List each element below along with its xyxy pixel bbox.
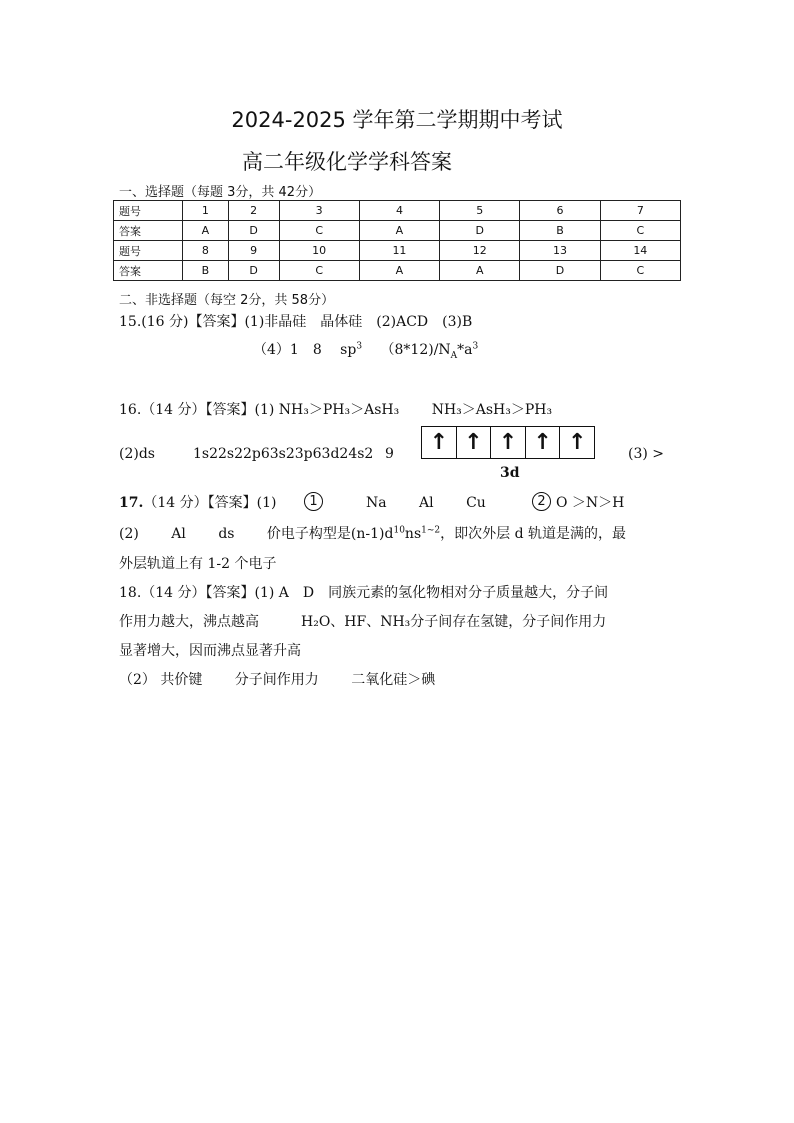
table-cell: 12: [440, 241, 520, 261]
q18-line4: （2） 共价键 分子间作用力 二氧化硅＞碘: [119, 672, 436, 688]
table-cell: D: [228, 261, 279, 281]
q18-line1: 18.（14 分）【答案】(1) A D 同族元素的氢化物相对分子质量越大，分子间: [119, 585, 609, 601]
q16-part2-label: (2)ds: [119, 446, 155, 462]
table-cell: C: [279, 261, 359, 281]
q18-line3: 显著增大，因而沸点显著升高: [119, 643, 301, 659]
orbital-box: [491, 427, 526, 458]
circled-number-1: 1: [304, 490, 323, 511]
table-cell: A: [359, 221, 439, 241]
section1-heading: 一、选择题（每题 3分，共 42分）: [119, 185, 322, 200]
q17-line1: [119, 492, 276, 512]
answer-table: [113, 200, 681, 281]
table-cell: C: [600, 261, 680, 281]
table-cell: B: [520, 221, 600, 241]
q15-part4: （4）1 8 sp: [253, 342, 357, 358]
up-arrow-icon: ↑: [498, 430, 518, 455]
table-cell: A: [440, 261, 520, 281]
table-cell: 1: [183, 201, 229, 221]
table-cell: 7: [600, 201, 680, 221]
table-cell: A: [183, 221, 229, 241]
q15-sup2: 3: [472, 341, 479, 352]
table-cell: B: [183, 261, 229, 281]
table-cell: A: [359, 261, 439, 281]
q17-line3: 外层轨道上有 1-2 个电子: [119, 556, 277, 572]
table-cell: 6: [520, 201, 600, 221]
q15-line1: 15.(16 分)【答案】(1)非晶硅 晶体硅 (2)ACD (3)B: [119, 314, 473, 330]
q16-part3: (3) >: [628, 446, 665, 462]
table-row: [114, 201, 681, 221]
table-cell: D: [520, 261, 600, 281]
table-cell: 2: [228, 201, 279, 221]
q17-heading: （14 分）【答案】(1): [143, 495, 277, 511]
q16-line1: 16.（14 分）【答案】(1) NH₃＞PH₃＞AsH₃ NH₃＞AsH₃＞PH₃: [119, 402, 553, 418]
table-cell: 11: [359, 241, 439, 261]
orbital-box: [457, 427, 492, 458]
q15-line2: [253, 339, 478, 361]
orbital-box: [560, 427, 594, 458]
page-title: 2024-2025 学年第二学期期中考试: [231, 108, 563, 132]
orbital-diagram-3d: [421, 426, 595, 459]
q17-line2: (2) Al ds 价电子构型是$(n-1)d^{10}ns^{1\sim 2}$，即次外层 d 轨道是满的，最: [119, 525, 626, 542]
table-cell: C: [279, 221, 359, 241]
table-row: [114, 261, 681, 281]
table-cell: C: [600, 221, 680, 241]
q15-formula-tail: *a: [457, 342, 473, 358]
table-cell: 14: [600, 241, 680, 261]
q17-number: 17.: [119, 495, 144, 511]
orbital-box: [526, 427, 561, 458]
q15-formula: （8*12)/N: [362, 342, 451, 358]
q15-sub: A: [450, 350, 458, 361]
q18-line2: 作用力越大，沸点越高 H₂O、HF、NH₃分子间存在氢键，分子间作用力: [119, 614, 607, 630]
table-cell: 10: [279, 241, 359, 261]
section2-heading: 二、非选择题（每空 2分，共 58分）: [119, 293, 335, 308]
table-row-header: 题号: [114, 201, 183, 221]
table-cell: 4: [359, 201, 439, 221]
table-row-header: 题号: [114, 241, 183, 261]
q15-sup: 3: [356, 341, 363, 352]
q17-order: O ＞N＞H: [556, 495, 625, 511]
orbital-box: [422, 427, 457, 458]
table-row: [114, 241, 681, 261]
page-subtitle: 高二年级化学学科答案: [242, 150, 452, 174]
table-cell: 5: [440, 201, 520, 221]
table-row-header: 答案: [114, 221, 183, 241]
table-cell: D: [440, 221, 520, 241]
up-arrow-icon: ↑: [464, 430, 483, 455]
table-cell: 9: [228, 241, 279, 261]
q16-count: 9: [385, 446, 394, 462]
table-cell: 8: [183, 241, 229, 261]
circled-number-2: 2: [532, 490, 551, 511]
q16-electron-config: 1s22s22p63s23p63d24s2: [193, 446, 374, 462]
q17-elements: Na Al Cu: [366, 495, 486, 511]
table-row-header: 答案: [114, 261, 183, 281]
table-cell: 3: [279, 201, 359, 221]
up-arrow-icon: ↑: [429, 430, 449, 455]
orbital-label: 3d: [500, 465, 520, 481]
table-cell: 13: [520, 241, 600, 261]
table-cell: D: [228, 221, 279, 241]
up-arrow-icon: ↑: [533, 430, 552, 455]
table-row: [114, 221, 681, 241]
up-arrow-icon: ↑: [567, 430, 587, 455]
